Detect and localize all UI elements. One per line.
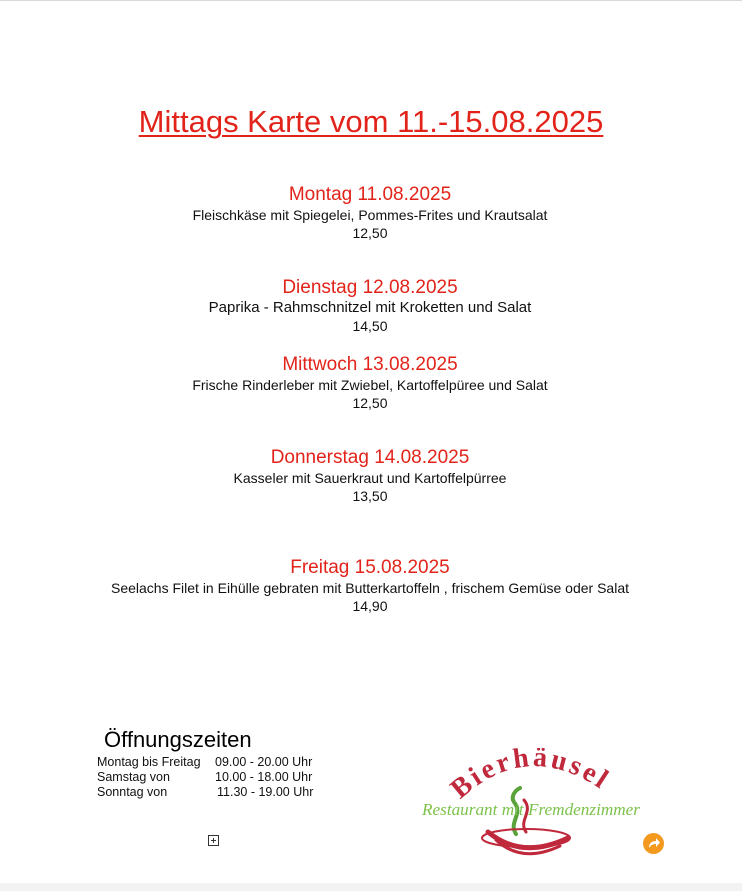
dish: Kasseler mit Sauerkraut und Kartoffelpürree xyxy=(233,470,507,486)
day-name: Mittwoch 13.08.2025 xyxy=(282,354,458,375)
hours-label: Sonntag von xyxy=(97,785,168,799)
dish: Seelachs Filet in Eihülle gebraten mit Butterkartoffeln , frischem Gemüse oder Salat xyxy=(111,580,629,596)
day-name: Freitag 15.08.2025 xyxy=(290,557,450,578)
hours-time: 09.00 - 20.00 Uhr xyxy=(215,755,313,769)
day-friday xyxy=(0,557,740,615)
day-name: Donnerstag 14.08.2025 xyxy=(270,447,470,468)
dish: Fleischkäse mit Spiegelei, Pommes-Frites und Krautsalat xyxy=(192,207,548,223)
price: 14,50 xyxy=(352,318,388,334)
share-icon[interactable] xyxy=(643,833,664,854)
day-name: Dienstag 12.08.2025 xyxy=(282,277,458,298)
dish: Paprika - Rahmschnitzel mit Kroketten und Salat xyxy=(208,299,532,316)
hours-time: 10.00 - 18.00 Uhr xyxy=(215,770,313,784)
logo-subtitle: Restaurant mit Fremdenzimmer xyxy=(420,800,641,819)
price: 12,50 xyxy=(352,395,388,411)
day-tuesday xyxy=(0,277,740,335)
day-name: Montag 11.08.2025 xyxy=(288,184,452,205)
page-top-border xyxy=(0,0,742,1)
price: 13,50 xyxy=(352,488,388,504)
price: 12,50 xyxy=(352,225,388,241)
svg-text:Bierhäusel xyxy=(445,748,616,805)
dish: Frische Rinderleber mit Zwiebel, Kartoffelpüree und Salat xyxy=(192,377,548,393)
opening-hours-title: Öffnungszeiten xyxy=(104,727,252,752)
page-title: Mittags Karte vom 11.-15.08.2025 xyxy=(138,104,604,139)
restaurant-logo xyxy=(418,748,644,863)
day-monday xyxy=(0,184,740,242)
hours-label: Samstag von xyxy=(97,770,170,784)
page-bottom-bar xyxy=(0,883,742,891)
expand-icon[interactable] xyxy=(208,835,219,846)
price: 14,90 xyxy=(352,598,388,614)
day-thursday xyxy=(0,447,740,505)
hours-label: Montag bis Freitag xyxy=(97,755,201,769)
day-wednesday xyxy=(0,354,740,412)
hours-time: 11.30 - 19.00 Uhr xyxy=(217,785,314,799)
logo-name: Bierhäusel xyxy=(444,748,616,805)
